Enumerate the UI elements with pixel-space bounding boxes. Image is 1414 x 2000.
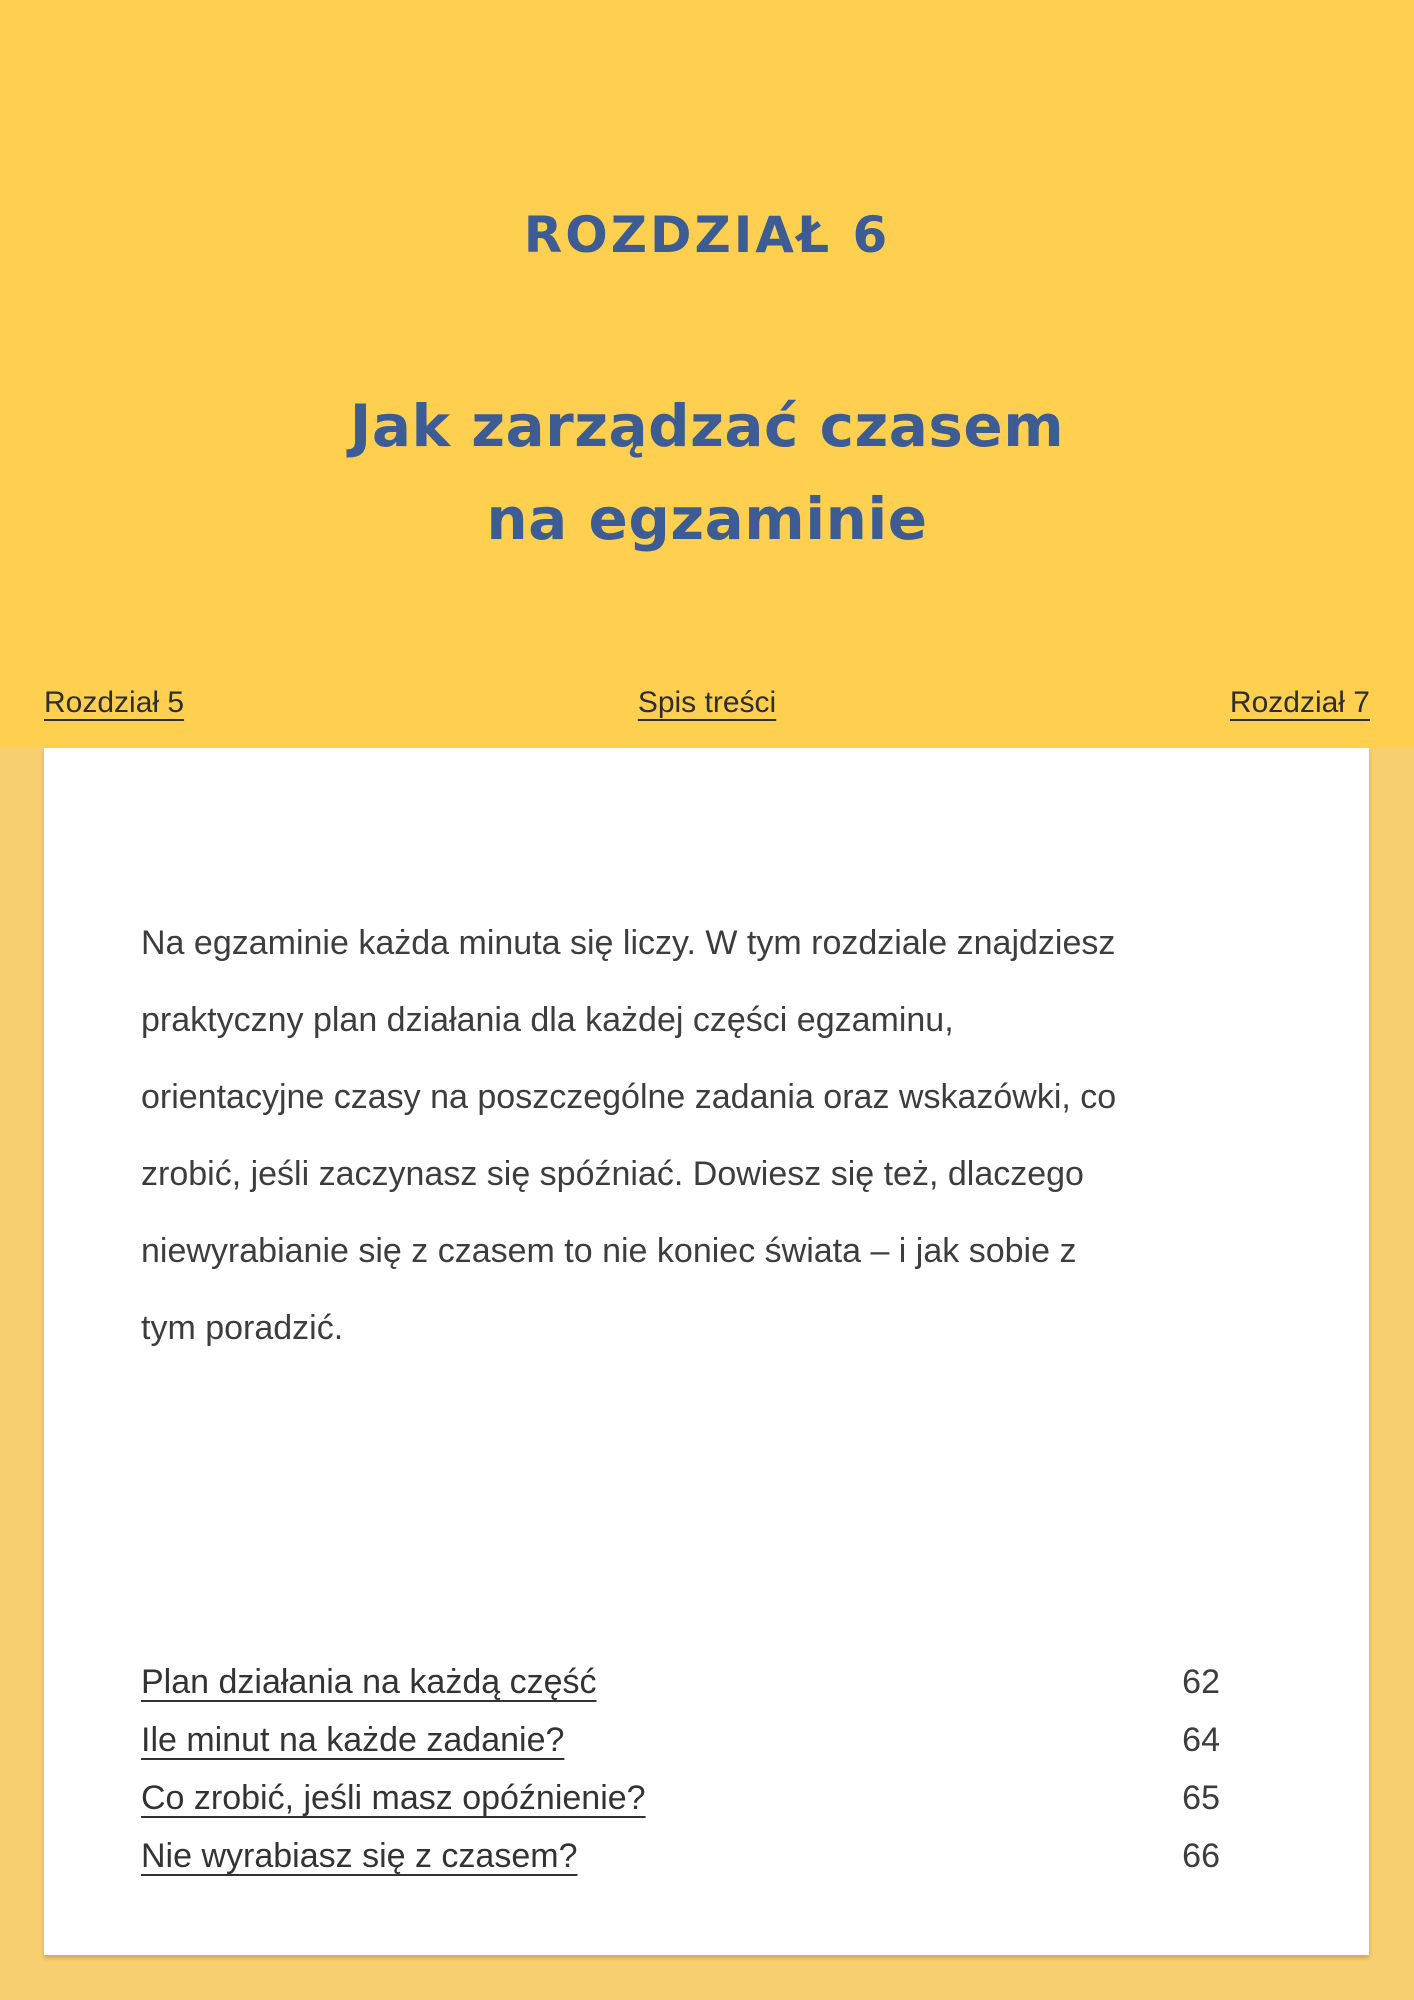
toc-link-ile-minut[interactable]: Ile minut na każde zadanie? bbox=[141, 1721, 565, 1759]
toc-link-co-zrobic[interactable]: Co zrobić, jeśli masz opóźnienie? bbox=[141, 1779, 646, 1817]
chapter-title-line-1: Jak zarządzać czasem bbox=[349, 392, 1065, 460]
chapter-title bbox=[350, 380, 1064, 566]
intro-line: tym poradzić. bbox=[141, 1309, 344, 1347]
prev-chapter-link[interactable]: Rozdział 5 bbox=[44, 686, 185, 719]
toc-page-number: 64 bbox=[1182, 1721, 1220, 1759]
table-of-contents-link[interactable]: Spis treści bbox=[637, 686, 777, 719]
toc-row bbox=[141, 1769, 1220, 1827]
toc-row bbox=[141, 1827, 1220, 1885]
chapter-toc-list bbox=[141, 1653, 1309, 1885]
chapter-title-line-2: na egzaminie bbox=[486, 485, 928, 553]
intro-line: orientacyjne czasy na poszczególne zadania oraz wskazówki, co bbox=[141, 1078, 1117, 1116]
chapter-number-heading: ROZDZIAŁ 6 bbox=[523, 206, 891, 264]
toc-link-nie-wyrabiasz[interactable]: Nie wyrabiasz się z czasem? bbox=[141, 1837, 578, 1875]
content-card bbox=[44, 748, 1369, 1955]
toc-row bbox=[141, 1653, 1220, 1711]
nav-toc-cell bbox=[486, 686, 928, 720]
next-chapter-link[interactable]: Rozdział 7 bbox=[1229, 686, 1370, 719]
toc-page-number: 65 bbox=[1182, 1779, 1220, 1817]
chapter-header bbox=[0, 0, 1414, 748]
toc-link-plan-dzialania[interactable]: Plan działania na każdą część bbox=[141, 1663, 597, 1701]
intro-line: praktyczny plan działania dla każdej części egzaminu, bbox=[141, 1001, 954, 1039]
toc-page-number: 62 bbox=[1182, 1663, 1220, 1701]
toc-page-number: 66 bbox=[1182, 1837, 1220, 1875]
nav-prev-cell bbox=[44, 686, 486, 720]
toc-row bbox=[141, 1711, 1220, 1769]
nav-next-cell bbox=[928, 686, 1370, 720]
chapter-nav bbox=[0, 686, 1414, 748]
intro-line: Na egzaminie każda minuta się liczy. W tym rozdziale znajdziesz bbox=[141, 924, 1116, 962]
chapter-intro-paragraph bbox=[141, 905, 1309, 1367]
intro-line: niewyrabianie się z czasem to nie koniec świata – i jak sobie z bbox=[141, 1232, 1077, 1270]
intro-line: zrobić, jeśli zaczynasz się spóźniać. Dowiesz się też, dlaczego bbox=[141, 1155, 1084, 1193]
